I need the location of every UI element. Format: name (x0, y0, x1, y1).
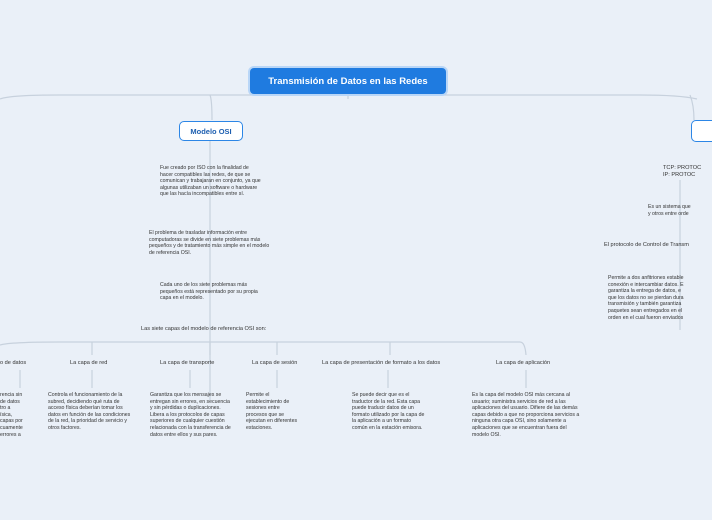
layer-desc-presentacion: Se puede decir que es el traductor de la red. Esta capa puede traducir datos de un formato utilizado por la capa de la aplicación a un formato común en la estación emisora. (352, 392, 425, 431)
branch-node-tcp-ip[interactable] (691, 120, 712, 142)
note-osi-seven: Las siete capas del modelo de referencia OSI son: (141, 326, 267, 332)
layer-label-enlace[interactable]: o de datos (0, 360, 27, 366)
layer-desc-aplicacion: Es la capa del modelo OSI más cercana al usuario; suministra servicios de red a las aplicaciones del usuario. Difiere de las demás capas debido a que no proporciona servicios a ninguna otra capa OSI, sino solamente a aplicaciones que se encuentran fuera del modelo OSI. (472, 392, 580, 438)
layer-desc-red: Controla el funcionamiento de la subred, decidiendo qué ruta de acceso física deberían tomar los datos en función de las condiciones de la red, la prioridad de servicio y otros factores. (48, 392, 131, 431)
layer-label-aplicacion[interactable]: La capa de aplicación (496, 360, 551, 366)
branch-title: Modelo OSI (190, 126, 232, 136)
layer-desc-sesion: Permite el establecimiento de sesiones entre procesos que se ejecutan en diferentes estaciones. (246, 392, 298, 431)
tcp-system-note: Es un sistema que y otros entre orde (648, 204, 691, 217)
note-osi-problem: El problema de trasladar información entre computadoras se divide en siete problemas más pequeños y de tratamiento más simple en el modelo de referencia OSI. (149, 230, 270, 256)
root-title: Transmisión de Datos en las Redes (268, 75, 428, 87)
root-node[interactable] (250, 68, 446, 94)
tcp-line: TCP: PROTOC (663, 165, 702, 171)
branch-node-modelo-osi[interactable] (179, 121, 243, 141)
tcp-protocol-desc: Permite a dos anfitriones estable conexión e intercambiar datos. E garantiza la entrega de datos, e que los datos no se pierdan dura transmisión y también garantiza paquetes sean entregados en el orden en el cual fueron enviados (608, 275, 684, 321)
layer-label-sesion[interactable]: La capa de sesión (252, 360, 298, 366)
layer-label-red[interactable]: La capa de red (70, 360, 108, 366)
layer-label-transporte[interactable]: La capa de transporte (160, 360, 215, 366)
layer-desc-enlace: rencia sin de datos tro a ísica, capas por cuamente errores a (0, 392, 23, 438)
tcp-protocol-label[interactable]: El protocolo de Control de Transm (604, 242, 689, 248)
layer-label-presentacion[interactable]: La capa de presentación de formato a los datos (322, 360, 441, 366)
note-osi-origin: Fue creado por ISO con la finalidad de hacer compatibles las redes, de que se comunican y trabajaran en conjunto, ya que algunas utilizaban un software o hardware que las hacía incompatibles entre sí. (160, 165, 261, 198)
note-osi-layers: Cada uno de los siete problemas más pequeños está representado por su propia capa en el modelo. (160, 282, 258, 302)
ip-line: IP: PROTOC (663, 172, 696, 178)
layer-desc-transporte: Garantiza que los mensajes se entregan sin errores, en secuencia y sin pérdidas o duplicaciones. Libera a los protocolos de capas superiores de cualquier cuestión relacionada con la transferencia de datos entre ellos y sus pares. (150, 392, 231, 438)
